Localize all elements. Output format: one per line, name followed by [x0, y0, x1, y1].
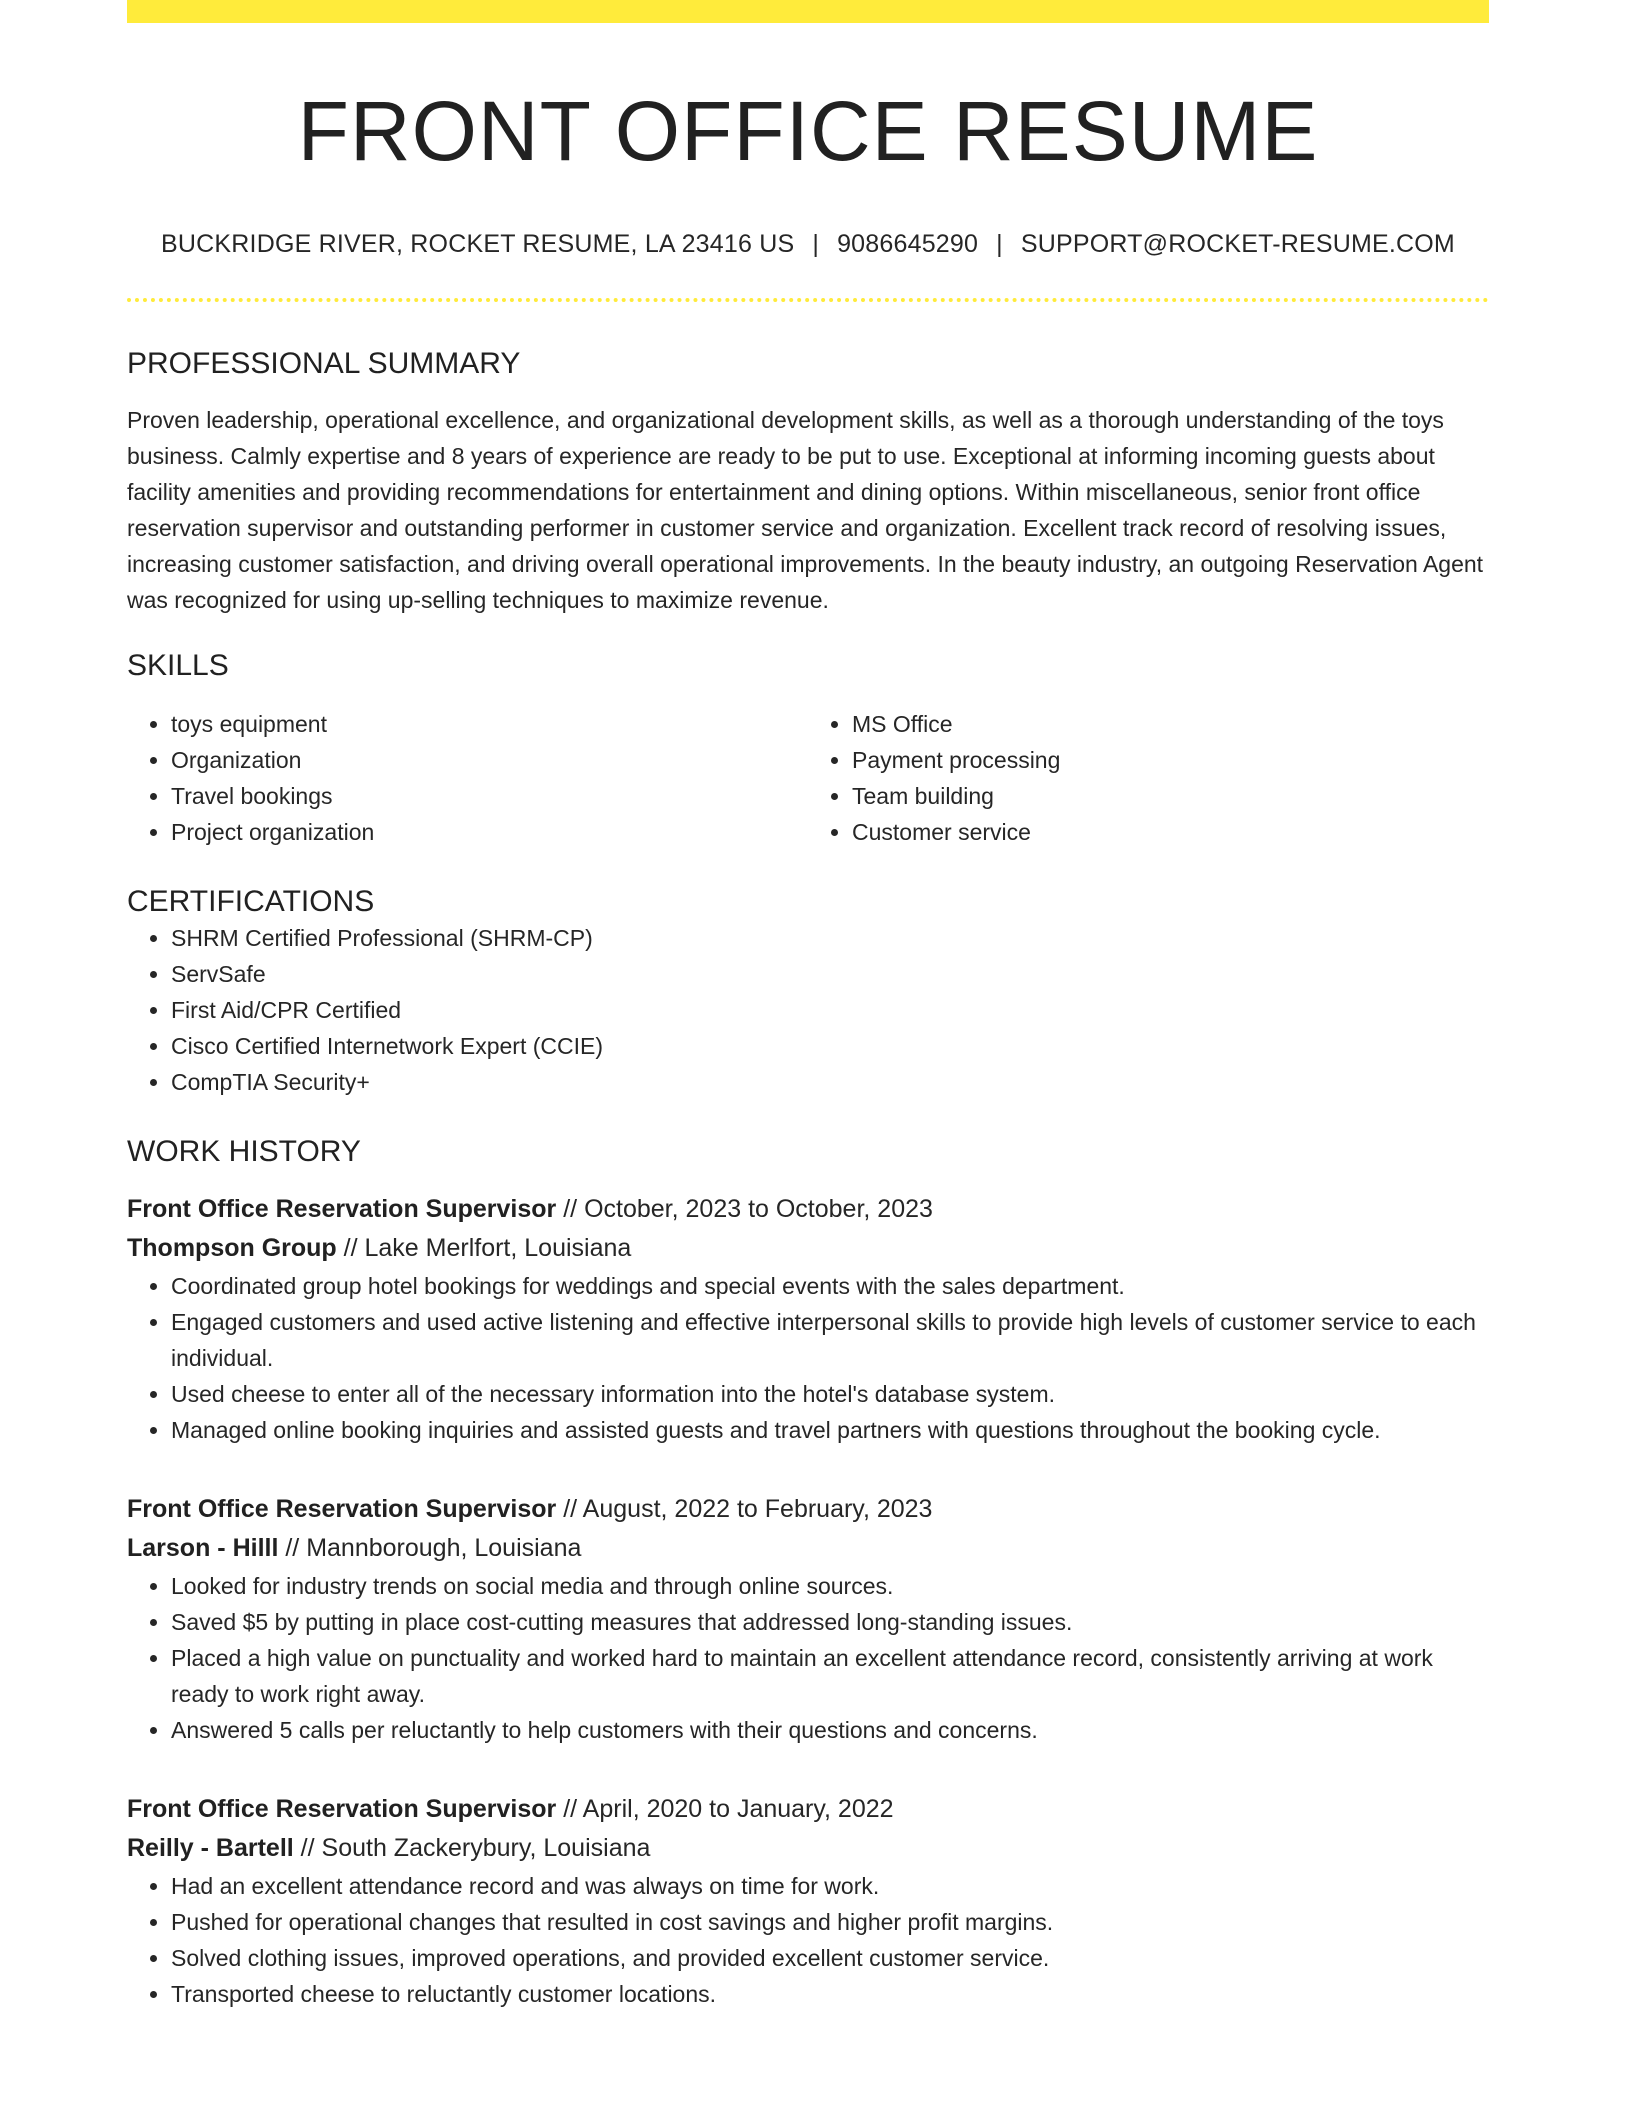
job-company-line [127, 1829, 1489, 1868]
job-bullet: • Solved clothing issues, improved operations, and provided excellent customer service. [171, 1940, 1489, 1976]
job-dates: // August, 2022 to February, 2023 [556, 1495, 933, 1524]
skill-item: • Organization [171, 742, 808, 778]
contact-phone: 9086645290 [837, 230, 979, 259]
resume-page [127, 0, 1489, 2012]
work-history-heading: WORK HISTORY [127, 1135, 361, 1169]
skill-item: • Travel bookings [171, 778, 808, 814]
contact-email[interactable]: SUPPORT@ROCKET-RESUME.COM [1020, 230, 1455, 259]
top-accent-bar [127, 0, 1489, 23]
certifications-list [127, 920, 1489, 1100]
certification-item: • Cisco Certified Internetwork Expert (CCIE) [171, 1028, 1489, 1064]
job-role: Front Office Reservation Supervisor [127, 1195, 557, 1224]
job-bullet: • Managed online booking inquiries and assisted guests and travel partners with questions throughout the booking cycle. [171, 1412, 1489, 1448]
resume-title: FRONT OFFICE RESUME [297, 84, 1319, 178]
certification-item: • ServSafe [171, 956, 1489, 992]
skills-grid [127, 706, 1489, 850]
contact-address: BUCKRIDGE RIVER, ROCKET RESUME, LA 23416 US [161, 230, 795, 259]
summary-heading: PROFESSIONAL SUMMARY [127, 347, 521, 381]
job-role: Front Office Reservation Supervisor [127, 1495, 557, 1524]
job-company: Reilly - Bartell [127, 1834, 294, 1863]
job-role-line [127, 1490, 1489, 1529]
contact-line [127, 229, 1489, 259]
certification-item: • CompTIA Security+ [171, 1064, 1489, 1100]
job-bullet: • Coordinated group hotel bookings for weddings and special events with the sales department. [171, 1268, 1489, 1304]
job-dates: // April, 2020 to January, 2022 [556, 1795, 894, 1824]
job-bullet: • Looked for industry trends on social media and through online sources. [171, 1568, 1489, 1604]
contact-separator: | [812, 230, 820, 259]
job-role: Front Office Reservation Supervisor [127, 1795, 557, 1824]
job-bullets [127, 1268, 1489, 1448]
job-company-line [127, 1229, 1489, 1268]
job-company-line [127, 1529, 1489, 1568]
job-bullet: • Placed a high value on punctuality and worked hard to maintain an excellent attendance record, consistently arriving at work ready to work right away. [171, 1640, 1489, 1712]
job-location: // Lake Merlfort, Louisiana [336, 1234, 632, 1263]
skills-list-right [808, 706, 1489, 850]
job-bullets [127, 1868, 1489, 2012]
job-bullet: • Answered 5 calls per reluctantly to help customers with their questions and concerns. [171, 1712, 1489, 1748]
job-bullet: • Transported cheese to reluctantly customer locations. [171, 1976, 1489, 2012]
job-bullet: • Used cheese to enter all of the necessary information into the hotel's database system. [171, 1376, 1489, 1412]
contact-separator: | [996, 230, 1003, 259]
skill-item: • toys equipment [171, 706, 808, 742]
skill-item: • Project organization [171, 814, 808, 850]
skills-heading: SKILLS [127, 649, 229, 683]
summary-paragraph: Proven leadership, operational excellence, and organizational development skills, as well as a thorough understanding of the toys business. Calmly expertise and 8 years of experience are ready to be put to use. Exceptional at informing incoming guests about facility amenities and providing recommendations for entertainment and dining options. Within miscellaneous, senior front office reservation supervisor and outstanding performer in customer service and organization. Excellent track record of resolving issues, increasing customer satisfaction, and driving overall operational improvements. In the beauty industry, an outgoing Reservation Agent was recognized for using up-selling techniques to maximize revenue. [127, 407, 1484, 614]
job-role-line [127, 1190, 1489, 1229]
job-bullet: • Had an excellent attendance record and was always on time for work. [171, 1868, 1489, 1904]
certification-item: • First Aid/CPR Certified [171, 992, 1489, 1028]
job-entry [127, 1190, 1489, 1448]
skill-item: • MS Office [852, 706, 1489, 742]
skill-item: • Team building [852, 778, 1489, 814]
job-bullet: • Saved $5 by putting in place cost-cutting measures that addressed long-standing issues. [171, 1604, 1489, 1640]
skill-item: • Customer service [852, 814, 1489, 850]
job-entry [127, 1790, 1489, 2012]
job-bullet: • Engaged customers and used active listening and effective interpersonal skills to provide high levels of customer service to each individual. [171, 1304, 1489, 1376]
certifications-heading: CERTIFICATIONS [127, 885, 375, 919]
job-company: Thompson Group [127, 1234, 337, 1263]
job-location: // South Zackerybury, Louisiana [293, 1834, 651, 1863]
job-role-line [127, 1790, 1489, 1829]
job-dates: // October, 2023 to October, 2023 [556, 1195, 933, 1224]
skills-list-left [127, 706, 808, 850]
job-bullets [127, 1568, 1489, 1748]
dotted-divider [127, 298, 1489, 302]
job-bullet: • Pushed for operational changes that resulted in cost savings and higher profit margins. [171, 1904, 1489, 1940]
skill-item: • Payment processing [852, 742, 1489, 778]
certification-item: • SHRM Certified Professional (SHRM-CP) [171, 920, 1489, 956]
job-entry [127, 1490, 1489, 1748]
job-location: // Mannborough, Louisiana [278, 1534, 582, 1563]
job-company: Larson - Hilll [127, 1534, 279, 1563]
